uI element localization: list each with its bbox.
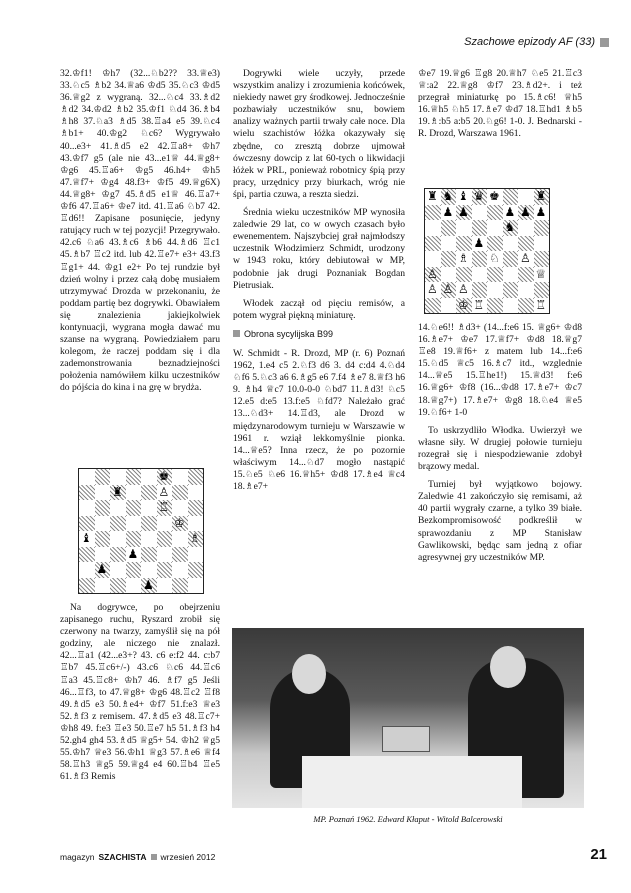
chess-piece-icon: ♞ (442, 189, 454, 203)
chess-piece-icon: ♝ (458, 189, 469, 203)
board-square (456, 220, 472, 236)
board-square (487, 236, 503, 252)
player-right-head (490, 646, 526, 688)
chess-piece-icon: ♔ (174, 515, 185, 530)
board-square (110, 516, 126, 532)
board-square (172, 562, 188, 578)
chess-piece-icon: ♚ (489, 189, 500, 203)
board-square (141, 485, 157, 501)
board-square (472, 282, 488, 298)
board-square (518, 220, 534, 236)
board-square (95, 500, 111, 516)
col3-paragraph-3: To uskrzydliło Włodka. Uwierzył we własne siły. W drugiej połowie turnieju rozegrał się i niespodziewanie zdobył brązowy medal. (418, 424, 582, 473)
tournament-photo (232, 628, 584, 808)
board-square (79, 547, 95, 563)
chess-piece-icon: ♙ (442, 282, 454, 296)
board-square (518, 267, 534, 283)
chess-piece-icon: ♖ (158, 500, 170, 514)
board-square (441, 220, 457, 236)
chess-piece-icon: ♖ (473, 297, 485, 312)
chess-diagram-1 (78, 468, 204, 594)
board-square (425, 298, 441, 314)
board-square (172, 469, 188, 485)
board-square (518, 298, 534, 314)
chess-piece-icon: ♟ (96, 562, 108, 576)
section-square-icon (233, 330, 240, 337)
board-square (441, 236, 457, 252)
chess-piece-icon: ♜ (427, 189, 438, 203)
chess-piece-icon: ♟ (504, 204, 516, 219)
chess-table (302, 756, 522, 808)
board-square (425, 236, 441, 252)
board-square (157, 547, 173, 563)
board-square (126, 562, 142, 578)
col3-paragraph-4: Turniej był wyjątkowo bojowy. Zaledwie 41 zakończyło się remisami, aż 40 partii wygrały czarne, a tylko 39 białe. Bezkompromisowość podkreślił w sprawozdaniu z MP Stanisław Gawlikowski, będąc sam jedną z ofiar agresywnej gry uczestników MP. (418, 479, 582, 563)
board-square (172, 578, 188, 594)
column-1 (60, 68, 220, 401)
board-square (126, 500, 142, 516)
footer-issue: wrzesień 2012 (160, 852, 216, 862)
chess-piece-icon: ♟ (442, 204, 454, 219)
board-square (518, 189, 534, 205)
board-square (503, 236, 519, 252)
board-square (141, 500, 157, 516)
chess-diagram-2 (424, 188, 550, 314)
board-square (172, 500, 188, 516)
board-square (110, 578, 126, 594)
photo-caption: MP. Poznań 1962. Edward Kłaput - Witold Balcerowski (313, 814, 503, 824)
board-square (503, 267, 519, 283)
board-square (425, 251, 441, 267)
chess-piece-icon: ♜ (112, 484, 123, 499)
col3-paragraph-2: 14.♘e6!! ♗d3+ (14...f:e6 15. ♕g6+ ♔d8 16.♗e7+ ♔e7 17.♕f7+ ♔d8 18.♕g7 ♖e8 19.♕f6+ z matem lub 14...f:e6 15.♘d5 ♕c5 16.♗c7 itd., wzglednie 14...♕e5 15.♖he1!) 15.♕d3! f:e6 16.♕g6+ ♔f8 (16...♔d8 17.♗e7+ ♔c7 18.♕g7+) 17.♗e7+ ♔g8 18.♘e4 ♕e5 19.♘f6+ 1-0 (418, 322, 582, 418)
board-square (503, 251, 519, 267)
board-square (518, 236, 534, 252)
chess-piece-icon: ♙ (158, 484, 170, 499)
board-square (188, 516, 204, 532)
board-square (172, 547, 188, 563)
board-square (534, 220, 550, 236)
board-square (157, 578, 173, 594)
col2-paragraph-1: Dogrywki wiele uczyły, przede wszystkim analizy i zrozumienia końcówek, niekiedy nawet gry środkowej. Jednocześnie pozbawiały uczestników snu, bowiem analizy ważnych partii trwały całe noce. Dla wielu szachistów łóżka okazywały się zbędne, co zresztą dobrze ujmował ówczesny dowcip z lat 60-tych o likwidacji łóżek w PRL, ponieważ robotnicy śpią przy pracy, urzędnicy przy biurkach, wróg nie śpi, partia czuwa, a reszta siedzi. (233, 68, 405, 200)
board-square (472, 267, 488, 283)
board-square (157, 516, 173, 532)
board-square (172, 485, 188, 501)
board-square (79, 578, 95, 594)
chess-piece-icon: ♝ (81, 531, 92, 545)
chess-piece-icon: ♙ (427, 282, 438, 296)
chess-clock-icon (382, 726, 430, 752)
column-2 (233, 68, 405, 499)
board-square (79, 516, 95, 532)
col2-paragraph-4: W. Schmidt - R. Drozd, MP (r. 6) Poznań 1962, 1.e4 c5 2.♘f3 d6 3. d4 c:d4 4.♘d4 ♘f6 5.♘c3 a6 6.♗g5 e6 7.f4 ♗e7 8.♕f3 h6 9. ♗h4 ♕c7 10.0-0-0 ♘bd7 11.♗d3! ♘c5 12.e5 d:e5 13.f:e5 ♘fd7? Należało grać 13...♘d3+ 14.♖d3, ale Drozd w międzynarodowym turnieju w Warszawie w 1961 r. wziął lekkomyślnie pionka. 14...♕e5? Inna rzecz, że po pozornie właściwym 14...♘d7 mogło nastąpić 15.♘e5 ♘e6 16.♕h5+ ♔d8 17.♗e4 ♕c4 18.♗e7+ (233, 347, 405, 492)
column-3 (418, 68, 582, 147)
col1-paragraph-2: Na dogrywce, po obejrzeniu zapisanego ruchu, Ryszard zrobił się czerwony na twarzy, zamyślił się na pół godziny, ale niczego nie znalazł. 42...♖a1 (42...e3+? 43. c6 e:f2 44. c:b7 ♖b7 45.♖c6+/-) 43.c6 ♘c6 44.♖c6 ♖a3 45.♖c8+ ♔h7 46. ♗f7 g5 Jeśli 46...♖f3, to 47.♕g8+ ♔g6 48.♖c2 ♖f8 49.♗d5 e3 50.♗e4+ ♔f7 51.f:e3 ♕e3 52.♗f3 z remisem. 47.♗d5 e3 48.♖c7+ ♔h8 49. f:e3 ♖e3 50.♖e7 h5 51.♗f3 h4 52.gh4 gh4 53.♗d5 ♕g5+ 54. ♔h2 ♕g5 55.♔h7 ♕e3 56.♔h1 ♕g3 57.♗e6 ♕f4 58.♖h3 ♕g5 59.♕g4 e4 60.♖b4 ♖e5 61.♗f3 Remis (60, 602, 220, 783)
chess-piece-icon: ♟ (520, 204, 531, 219)
chess-piece-icon: ♖ (535, 297, 547, 312)
chess-piece-icon: ♘ (489, 251, 500, 265)
board-square (487, 220, 503, 236)
footer-magazine-name: SZACHISTA (98, 852, 147, 862)
board-square (188, 562, 204, 578)
board-square (141, 469, 157, 485)
chess-piece-icon: ♙ (427, 266, 438, 281)
footer-prefix: magazyn (60, 852, 95, 862)
player-left-head (292, 654, 326, 694)
board-square (110, 562, 126, 578)
chess-piece-icon: ♗ (189, 531, 201, 545)
column-3-lower (418, 322, 582, 570)
col2-paragraph-2: Średnia wieku uczestników MP wynosiła zaledwie 29 lat, co w owych czasach było ewenementem. Najszybciej grał najmłodszy uczestnik Włodzimierz Schmidt, urodzony w 1943 roku, który debiutował w MP, podobnie jak drugi Poznaniak Bogdan Pietrusiak. (233, 207, 405, 291)
board-square (95, 516, 111, 532)
col2-paragraph-3: Włodek zaczął od pięciu remisów, a potem wygrał piękną miniaturę. (233, 297, 405, 321)
board-square (487, 205, 503, 221)
footer-square-icon (151, 854, 157, 860)
board-square (79, 485, 95, 501)
chess-piece-icon: ♕ (535, 266, 547, 281)
board-square (472, 220, 488, 236)
board-square (95, 547, 111, 563)
page-number: 21 (590, 846, 607, 863)
board-square (141, 562, 157, 578)
board-square (441, 298, 457, 314)
board-square (441, 251, 457, 267)
board-square (172, 531, 188, 547)
chess-piece-icon: ♟ (535, 204, 547, 219)
board-square (188, 485, 204, 501)
board-square (110, 547, 126, 563)
board-square (188, 500, 204, 516)
board-square (487, 298, 503, 314)
chess-piece-icon: ♞ (504, 220, 516, 234)
board-square (79, 500, 95, 516)
board-square (79, 469, 95, 485)
col1-paragraph-1: 32.♔f1! ♔h7 (32...♘b2?? 33.♕e3) 33.♘c5 ♗b2 34.♕a6 ♔d5 35.♘c3 ♔d5 36.♕g2 z wygraną. 32...♘c4 33.♗d2 ♗d2 34.♔d2 ♗b2 35.♔f1 ♘d4 36.♗b4 ♗h8 37.♘a3 ♗d5 38.♖a4 e5 39.♘c4 ♗b1+ 40.♔g2 ♘c6? Wygrywało 40...e3+ 41.♗d5 e2 42.♖a8+ ♔h7 43.♔f7 g5 (ale nie 43...e1♕ 44.♕g8+ ♔g6 45.♖a6+ ♔g5 46.h4+ ♔h5 47.♕f7+ ♔g4 48.f3+ ♔f5 49.♕g6X) 44.♕g8+ ♔g7 45.♗d5 e1♕ 46.♖a7+ ♔f6 47.♖a6+ ♔e7 itd. 41.♖a6 ♘b7 42. ♖d6!! Zapisane posunięcie, jedyny ratujący ruch w tej pozycji! Przegrywało. 42.c6 ♘a6 43.♗c6 ♗b6 44.♗d6 ♖c1 45.♗b7 ♖c2 itd. lub 42.♖e7+ e3+ 43.f3 ♖g1+ 44. ♔g1 e2+ Po tej rundzie był dzień wolny i przez całą dobę musiałem utrzymywać Drozda w przekonaniu, że poddam partię bez dogrywki. Obawiałem się znalezienia jakiejkolwiek kontynuacji, wygrana mogła dawać mu szanse na wygraną. Powiedziałem paru kolegom, że raczej poddam się i dla zademonstrowania beznadziejności położenia namówiłem kilku uczestników do pójścia do kina i na grę w brydża. (60, 68, 220, 394)
board-square (472, 205, 488, 221)
chess-piece-icon: ♛ (473, 189, 485, 203)
page-footer (60, 852, 215, 862)
board-square (141, 547, 157, 563)
board-square (95, 578, 111, 594)
board-square (188, 469, 204, 485)
board-square (503, 282, 519, 298)
board-square (456, 236, 472, 252)
board-square (487, 267, 503, 283)
board-square (534, 282, 550, 298)
board-square (503, 298, 519, 314)
board-square (126, 469, 142, 485)
board-square (141, 516, 157, 532)
board-square (157, 531, 173, 547)
board-square (487, 282, 503, 298)
chess-piece-icon: ♟ (473, 235, 485, 250)
board-square (441, 267, 457, 283)
board-square (110, 531, 126, 547)
chess-piece-icon: ♙ (520, 251, 531, 265)
board-square (157, 562, 173, 578)
board-square (534, 251, 550, 267)
chess-piece-icon: ♟ (458, 204, 469, 219)
chess-piece-icon: ♔ (458, 297, 469, 312)
page-header (464, 36, 609, 48)
board-square (503, 189, 519, 205)
board-square (188, 578, 204, 594)
board-square (110, 469, 126, 485)
board-square (110, 500, 126, 516)
board-square (95, 469, 111, 485)
board-square (126, 531, 142, 547)
chess-piece-icon: ♟ (127, 546, 139, 561)
board-square (425, 205, 441, 221)
board-square (126, 578, 142, 594)
board-square (425, 220, 441, 236)
board-square (188, 547, 204, 563)
board-square (472, 251, 488, 267)
header-square-icon (600, 38, 609, 47)
chess-piece-icon: ♟ (143, 577, 154, 592)
board-square (126, 485, 142, 501)
board-square (95, 531, 111, 547)
chess-piece-icon: ♙ (458, 282, 469, 296)
board-square (518, 282, 534, 298)
board-square (534, 236, 550, 252)
col3-paragraph-1: ♔e7 19.♕g6 ♖g8 20.♕h7 ♘e5 21.♖c3 ♕:a2 22.♕g8 ♔f7 23.♗d2+. i też przegrał miniaturkę po 15.♗c6! ♕h5 16.♕h5 ♘h5 17.♗e7 ♔d7 18.♖hd1 ♗b5 19.♗:b5 a:b5 20.♘g6! 1-0. J. Bednarski - R. Drozd, Warszawa 1961. (418, 68, 582, 140)
board-square (126, 516, 142, 532)
board-square (79, 562, 95, 578)
opening-section-heading (233, 328, 405, 340)
chess-piece-icon: ♗ (458, 251, 469, 265)
board-square (141, 531, 157, 547)
chess-piece-icon: ♚ (158, 469, 170, 483)
section-title: Obrona sycylijska B99 (244, 328, 334, 339)
board-square (456, 267, 472, 283)
chess-piece-icon: ♜ (535, 189, 547, 203)
board-square (95, 485, 111, 501)
column-1-lower (60, 602, 220, 789)
header-title: Szachowe epizody AF (33) (464, 36, 595, 48)
